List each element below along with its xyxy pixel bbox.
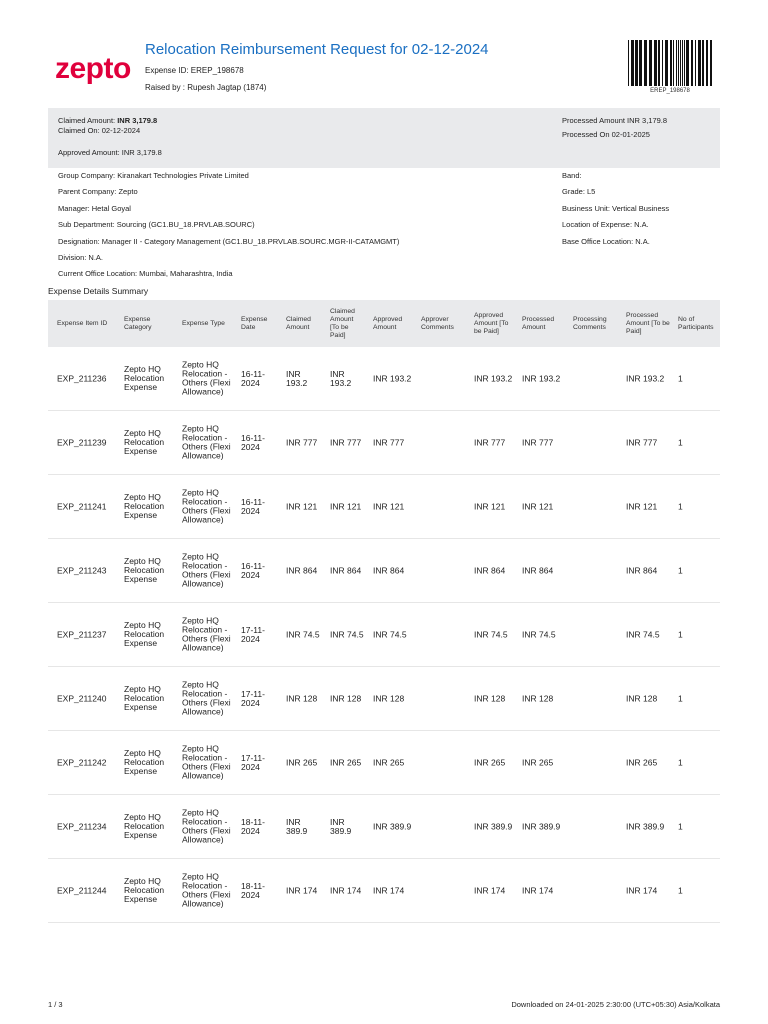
approved-paid-cell: INR 265 [474, 756, 506, 767]
table-row [48, 667, 720, 731]
approved-amount-cell: INR 121 [373, 500, 405, 511]
barcode-bar [706, 40, 708, 86]
barcode-bar [710, 40, 712, 86]
expense-type: Zepto HQ Relocation - Others (Flexi Allowance) [182, 487, 231, 525]
column-header: Processed Amount [To be Paid] [626, 311, 670, 335]
sub-department: Sub Department: Sourcing (GC1.BU_18.PRVLAB.SOURC) [58, 220, 255, 229]
claimed-amount [58, 116, 157, 125]
expense-item-id: EXP_211237 [57, 628, 107, 639]
expense-item-id: EXP_211242 [57, 756, 107, 767]
participants-cell: 1 [678, 500, 683, 511]
approved-amount-cell: INR 174 [373, 884, 405, 895]
barcode-bar [639, 40, 642, 86]
approved-amount-cell: INR 265 [373, 756, 405, 767]
processed-on: Processed On 02-01-2025 [562, 130, 650, 139]
barcode-bar [649, 40, 652, 86]
page-number: 1 / 3 [48, 1000, 63, 1009]
location-of-expense: Location of Expense: N.A. [562, 220, 649, 229]
group-company: Group Company: Kiranakart Technologies Private Limited [58, 171, 249, 180]
barcode-icon [626, 40, 714, 86]
expense-date: 17-11-2024 [241, 752, 265, 772]
participants-cell: 1 [678, 436, 683, 447]
expense-type: Zepto HQ Relocation - Others (Flexi Allowance) [182, 359, 231, 397]
claimed-paid-cell: INR 193.2 [330, 368, 352, 388]
claimed-on: Claimed On: 02-12-2024 [58, 126, 141, 135]
processed-amount-cell: INR 121 [522, 500, 554, 511]
expense-type: Zepto HQ Relocation - Others (Flexi Allowance) [182, 743, 231, 781]
barcode-bar [665, 40, 668, 86]
table-row [48, 795, 720, 859]
processed-amount-cell: INR 777 [522, 436, 554, 447]
processed-paid-cell: INR 193.2 [626, 372, 665, 383]
barcode-bar [662, 40, 663, 86]
participants-cell: 1 [678, 372, 683, 383]
participants-cell: 1 [678, 564, 683, 575]
column-header: Expense Category [124, 315, 152, 331]
claimed-paid-cell: INR 777 [330, 436, 362, 447]
claimed-paid-cell: INR 74.5 [330, 628, 364, 639]
approved-amount-cell: INR 864 [373, 564, 405, 575]
processed-amount-cell: INR 193.2 [522, 372, 561, 383]
participants-cell: 1 [678, 820, 683, 831]
expense-id: Expense ID: EREP_198678 [145, 66, 244, 75]
barcode-bar [644, 40, 647, 86]
approved-amount-cell: INR 193.2 [373, 372, 412, 383]
base-office-location: Base Office Location: N.A. [562, 237, 650, 246]
approved-paid-cell: INR 389.9 [474, 820, 513, 831]
barcode-bar [673, 40, 674, 86]
approved-paid-cell: INR 121 [474, 500, 506, 511]
column-header: Approver Comments [421, 315, 454, 331]
division: Division: N.A. [58, 253, 104, 262]
barcode-bar [676, 40, 677, 86]
expense-item-id: EXP_211240 [57, 692, 107, 703]
column-header: Approved Amount [To be Paid] [474, 311, 509, 335]
band: Band: [562, 171, 582, 180]
approved-paid-cell: INR 193.2 [474, 372, 513, 383]
expense-item-id: EXP_211244 [57, 884, 107, 895]
expense-type: Zepto HQ Relocation - Others (Flexi Allowance) [182, 615, 231, 653]
barcode-bar [682, 40, 683, 86]
summary-band [48, 108, 720, 168]
raised-by: Raised by : Rupesh Jagtap (1874) [145, 83, 267, 92]
expense-category: Zepto HQ Relocation Expense [124, 555, 165, 585]
column-header: Expense Type [182, 319, 225, 327]
barcode-bar [702, 40, 704, 86]
claimed-amount-cell: INR 128 [286, 692, 318, 703]
download-timestamp: Downloaded on 24-01-2025 2:30:00 (UTC+05:30) Asia/Kolkata [511, 1000, 720, 1009]
expense-date: 17-11-2024 [241, 624, 265, 644]
column-header: Approved Amount [373, 315, 403, 331]
expense-type: Zepto HQ Relocation - Others (Flexi Allowance) [182, 807, 231, 845]
participants-cell: 1 [678, 628, 683, 639]
expense-category: Zepto HQ Relocation Expense [124, 619, 165, 649]
claimed-amount-cell: INR 389.9 [286, 816, 308, 836]
column-header: Expense Date [241, 315, 268, 331]
processed-amount-cell: INR 128 [522, 692, 554, 703]
expense-category: Zepto HQ Relocation Expense [124, 427, 165, 457]
barcode-bar [631, 40, 634, 86]
processed-amount-cell: INR 74.5 [522, 628, 556, 639]
designation: Designation: Manager II - Category Management (GC1.BU_18.PRVLAB.SOURC.MGR-II-CATAMGMT) [58, 237, 400, 246]
claimed-paid-cell: INR 121 [330, 500, 362, 511]
barcode-bar [695, 40, 696, 86]
barcode-bar [670, 40, 672, 86]
claimed-paid-cell: INR 864 [330, 564, 362, 575]
claimed-amount-cell: INR 864 [286, 564, 318, 575]
claimed-paid-cell: INR 174 [330, 884, 362, 895]
expense-date: 16-11-2024 [241, 432, 265, 452]
table-row [48, 859, 720, 923]
barcode-label: EREP_198678 [650, 88, 690, 94]
table-row [48, 731, 720, 795]
processed-paid-cell: INR 389.9 [626, 820, 665, 831]
barcode-bar [635, 40, 638, 86]
expense-item-id: EXP_211236 [57, 372, 107, 383]
barcode-bar [686, 40, 689, 86]
expense-item-id: EXP_211239 [57, 436, 107, 447]
claimed-paid-cell: INR 128 [330, 692, 362, 703]
current-office-location: Current Office Location: Mumbai, Maharashtra, India [58, 269, 233, 278]
approved-amount-cell: INR 128 [373, 692, 405, 703]
expense-date: 16-11-2024 [241, 368, 265, 388]
table-row [48, 347, 720, 411]
barcode-bar [698, 40, 701, 86]
section-title: Expense Details Summary [48, 286, 149, 296]
barcode-bar [691, 40, 693, 86]
table-row [48, 411, 720, 475]
column-header: Expense Item ID [57, 319, 108, 327]
barcode-bar [654, 40, 657, 86]
expense-type: Zepto HQ Relocation - Others (Flexi Allowance) [182, 679, 231, 717]
participants-cell: 1 [678, 884, 683, 895]
barcode-bar [680, 40, 681, 86]
approved-paid-cell: INR 864 [474, 564, 506, 575]
barcode-bar [658, 40, 660, 86]
approved-paid-cell: INR 777 [474, 436, 506, 447]
column-header: No of Participants [678, 315, 714, 331]
column-header: Processed Amount [522, 315, 555, 331]
approved-amount: Approved Amount: INR 3,179.8 [58, 148, 162, 157]
table-row [48, 603, 720, 667]
processed-paid-cell: INR 121 [626, 500, 658, 511]
zepto-logo [55, 52, 143, 88]
expense-type: Zepto HQ Relocation - Others (Flexi Allowance) [182, 423, 231, 461]
column-header: Claimed Amount [286, 315, 311, 331]
claimed-amount-cell: INR 777 [286, 436, 318, 447]
barcode-bar [678, 40, 679, 86]
expense-type: Zepto HQ Relocation - Others (Flexi Allowance) [182, 551, 231, 589]
expense-category: Zepto HQ Relocation Expense [124, 875, 165, 905]
table-row [48, 475, 720, 539]
processed-amount-cell: INR 265 [522, 756, 554, 767]
claimed-paid-cell: INR 265 [330, 756, 362, 767]
expense-category: Zepto HQ Relocation Expense [124, 491, 165, 521]
processed-paid-cell: INR 864 [626, 564, 658, 575]
claimed-amount-cell: INR 121 [286, 500, 318, 511]
expense-table [48, 300, 720, 923]
expense-type: Zepto HQ Relocation - Others (Flexi Allowance) [182, 871, 231, 909]
claimed-amount-cell: INR 265 [286, 756, 318, 767]
approved-amount-cell: INR 389.9 [373, 820, 412, 831]
expense-item-id: EXP_211241 [57, 500, 107, 511]
column-header: Processing Comments [573, 315, 607, 331]
processed-paid-cell: INR 174 [626, 884, 658, 895]
logo-text: zepto [55, 52, 131, 85]
expense-category: Zepto HQ Relocation Expense [124, 747, 165, 777]
expense-item-id: EXP_211243 [57, 564, 107, 575]
processed-paid-cell: INR 777 [626, 436, 658, 447]
processed-amount: Processed Amount INR 3,179.8 [562, 116, 668, 125]
participants-cell: 1 [678, 692, 683, 703]
approved-paid-cell: INR 74.5 [474, 628, 508, 639]
participants-cell: 1 [678, 756, 683, 767]
claimed-amount-value: INR 3,179.8 [117, 116, 158, 125]
processed-amount-cell: INR 174 [522, 884, 554, 895]
column-header: Claimed Amount [To be Paid] [330, 307, 355, 339]
claimed-amount-cell: INR 174 [286, 884, 318, 895]
barcode-bar [684, 40, 685, 86]
processed-amount-cell: INR 389.9 [522, 820, 561, 831]
parent-company: Parent Company: Zepto [58, 187, 138, 196]
expense-date: 18-11-2024 [241, 816, 265, 836]
claimed-amount-cell: INR 74.5 [286, 628, 320, 639]
manager: Manager: Hetal Goyal [58, 204, 131, 213]
processed-paid-cell: INR 265 [626, 756, 658, 767]
table-row [48, 539, 720, 603]
expense-category: Zepto HQ Relocation Expense [124, 683, 165, 713]
expense-date: 17-11-2024 [241, 688, 265, 708]
table-header [48, 300, 720, 347]
approved-paid-cell: INR 174 [474, 884, 506, 895]
expense-category: Zepto HQ Relocation Expense [124, 363, 165, 393]
claimed-paid-cell: INR 389.9 [330, 816, 352, 836]
table-body [48, 347, 720, 923]
expense-item-id: EXP_211234 [57, 820, 107, 831]
expense-category: Zepto HQ Relocation Expense [124, 811, 165, 841]
processed-paid-cell: INR 74.5 [626, 628, 660, 639]
approved-paid-cell: INR 128 [474, 692, 506, 703]
processed-amount-cell: INR 864 [522, 564, 554, 575]
claimed-amount-label: Claimed Amount: [58, 116, 118, 125]
processed-paid-cell: INR 128 [626, 692, 658, 703]
business-unit: Business Unit: Vertical Business [562, 204, 670, 213]
expense-date: 18-11-2024 [241, 880, 265, 900]
barcode-bar [628, 40, 629, 86]
grade: Grade: L5 [562, 187, 596, 196]
expense-date: 16-11-2024 [241, 496, 265, 516]
expense-date: 16-11-2024 [241, 560, 265, 580]
claimed-amount-cell: INR 193.2 [286, 368, 308, 388]
page-title: Relocation Reimbursement Request for 02-12-2024 [145, 41, 489, 58]
approved-amount-cell: INR 74.5 [373, 628, 407, 639]
approved-amount-cell: INR 777 [373, 436, 405, 447]
